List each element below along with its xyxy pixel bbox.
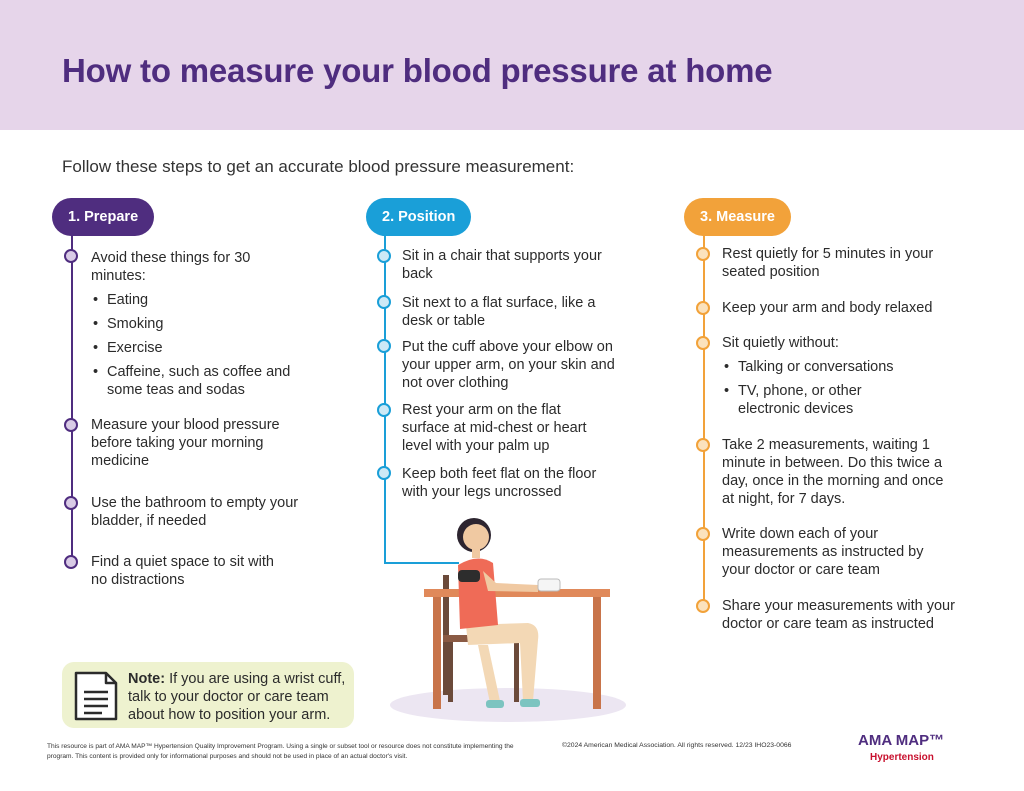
bullet-item: • Caffeine, such as coffee and some teas and sodas [91,363,307,399]
step-marker [64,418,78,432]
bullet-item: • TV, phone, or other electronic devices [722,382,888,418]
position-pill: 2. Position [366,198,471,236]
measure-step-5: Write down each of your measurements as instructed by your doctor or care team [722,526,924,578]
measure-step-1: Rest quietly for 5 minutes in your seated position [722,246,934,280]
logo-main-text: AMA MAP™ [858,732,945,749]
measure-step-6: Share your measurements with your doctor or care team as instructed [722,598,955,632]
person-face [463,524,489,550]
step-marker [64,555,78,569]
seated-person-illustration [388,505,638,725]
position-step-4: Rest your arm on the flat surface at mid-chest or heart level with your palm up [402,402,587,454]
person-shoe [520,699,540,707]
step-marker [696,599,710,613]
step-marker [64,496,78,510]
note-box [62,662,354,728]
table-leg [593,597,601,709]
note-label: Note: [128,671,166,687]
logo-sub-text: Hypertension [870,752,934,763]
measure-step-4: Take 2 measurements, waiting 1 minute in between. Do this twice a day, once in the morning and once at night, for 7 days. [722,437,944,507]
note-text [128,670,350,724]
position-step-3: Put the cuff above your elbow on your upper arm, on your skin and not over clothing [402,339,615,391]
measure-step-2: Keep your arm and body relaxed [722,300,933,316]
step-marker [377,249,391,263]
note-body: If you are using a wrist cuff, talk to your doctor or care team about how to position your arm. [128,671,346,723]
footer-copyright: ©2024 American Medical Association. All rights reserved. 12/23 IHO23-0066 [562,742,792,749]
bp-monitor [538,579,560,591]
position-step-5: Keep both feet flat on the floor with your legs uncrossed [402,466,597,500]
chair-leg [514,642,519,702]
step-marker [377,295,391,309]
prepare-step-3: Use the bathroom to empty your bladder, if needed [91,495,299,529]
step-text: Avoid these things for 30 minutes: [91,250,251,284]
step-marker [696,247,710,261]
prepare-step-1 [91,249,291,399]
document-icon [72,671,120,721]
ama-map-logo [858,732,968,766]
bullet-item: • Smoking [91,315,251,333]
floor-shadow [390,688,626,722]
step-marker [64,249,78,263]
step-marker [696,336,710,350]
position-step-1: Sit in a chair that supports your back [402,248,602,282]
table-leg [433,597,441,709]
step-marker [696,301,710,315]
prepare-step-2: Measure your blood pressure before taking your morning medicine [91,417,280,469]
person-torso [458,558,498,629]
bullet-item: • Exercise [91,339,251,357]
measure-pill: 3. Measure [684,198,791,236]
bullet-item: • Talking or conversations [722,358,952,376]
step-marker [696,527,710,541]
step-text: Sit quietly without: [722,335,839,351]
page-title: How to measure your blood pressure at home [62,52,773,89]
prepare-rail [71,236,73,562]
step-marker [377,339,391,353]
bullet-item: • Eating [91,291,251,309]
intro-text: Follow these steps to get an accurate blood pressure measurement: [62,157,575,176]
measure-rail [703,236,705,608]
prepare-step-4: Find a quiet space to sit with no distractions [91,554,274,588]
chair-leg [448,642,453,702]
footer-disclaimer: This resource is part of AMA MAP™ Hypertension Quality Improvement Program. Using a single or subset tool or resource does not constitute implementing the program. This content is provided only for informational purposes and should not be used in place of an actual doctor's visit. [47,743,514,760]
step-marker [377,466,391,480]
person-neck [472,548,480,558]
step-marker [377,403,391,417]
step-marker [696,438,710,452]
position-rail [384,236,386,564]
measure-step-3 [722,334,952,418]
position-step-2: Sit next to a flat surface, like a desk or table [402,295,596,329]
prepare-pill: 1. Prepare [52,198,154,236]
person-shoe [486,700,504,708]
bp-cuff [458,570,480,582]
